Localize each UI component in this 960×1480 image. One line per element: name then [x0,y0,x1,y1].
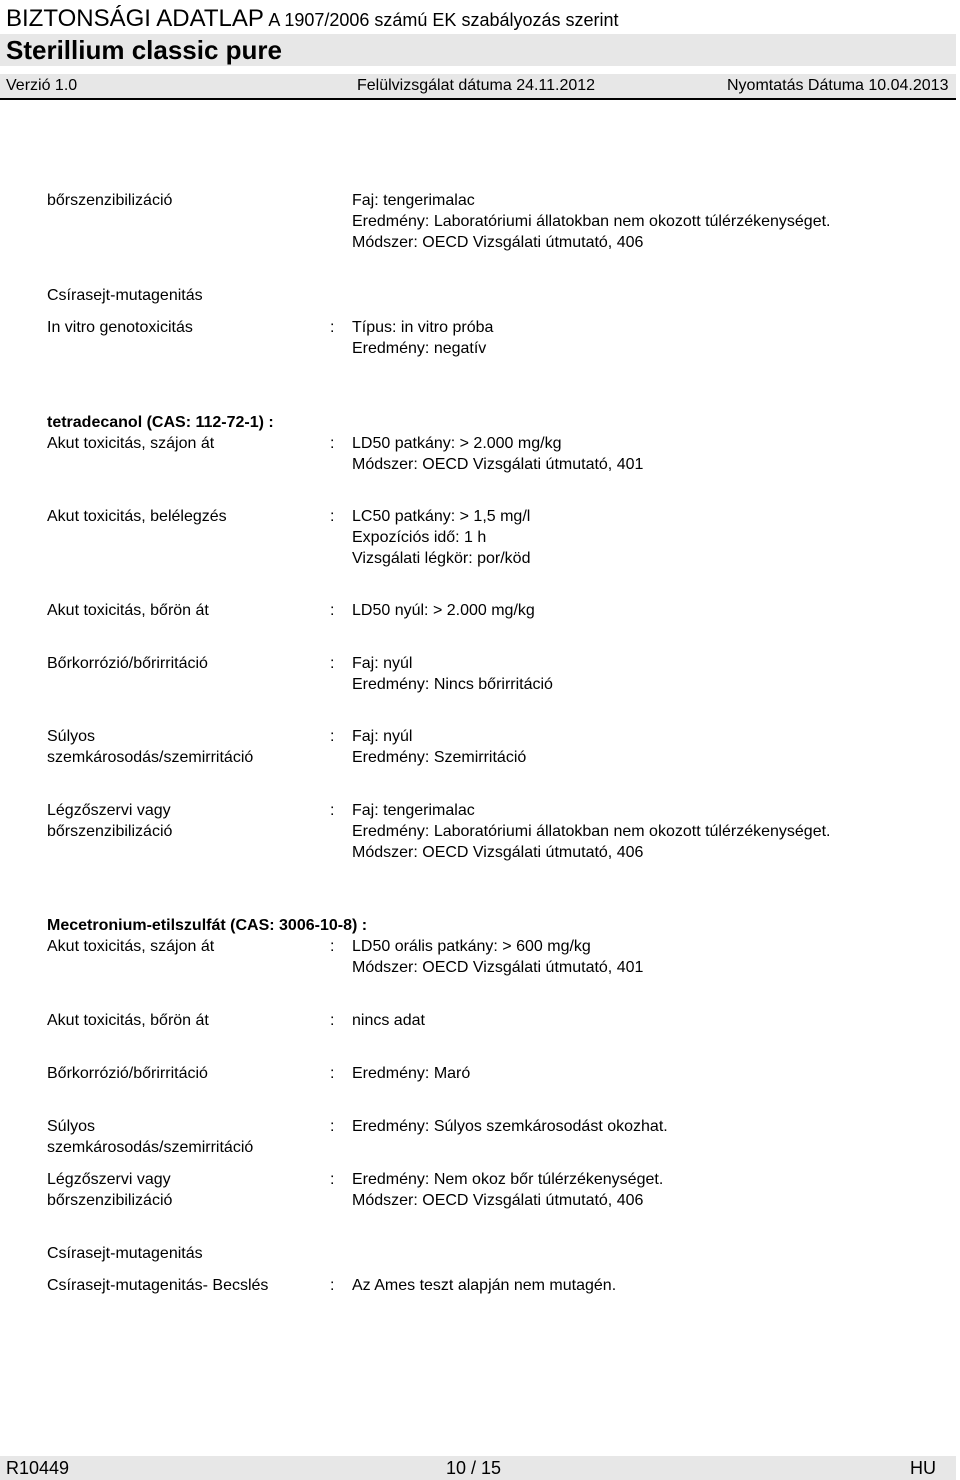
property-label: Akut toxicitás, szájon át [47,938,215,955]
property-value: Faj: nyúl Eredmény: Szemirritáció [352,728,527,766]
title-main: BIZTONSÁGI ADATLAP [6,5,264,32]
property-label: Bőrkorrózió/bőrirritáció [47,655,208,672]
separator: : [330,1277,335,1294]
property-label: Légzőszervi vagy bőrszenzibilizáció [47,802,173,840]
property-value: LD50 nyúl: > 2.000 mg/kg [352,602,535,619]
property-label: Akut toxicitás, bőrön át [47,602,209,619]
version: Verzió 1.0 [6,77,78,94]
separator: : [330,602,335,619]
language-code: HU [910,1458,936,1478]
property-value: Faj: nyúl Eredmény: Nincs bőrirritáció [352,655,553,693]
subsection-heading: Csírasejt-mutagenitás [47,287,203,304]
property-value: Típus: in vitro próba Eredmény: negatív [352,319,494,357]
print-date: Nyomtatás Dátuma 10.04.2013 [727,77,949,94]
separator: : [330,1012,335,1029]
property-label: Bőrkorrózió/bőrirritáció [47,1065,208,1082]
property-value: Eredmény: Nem okoz bőr túlérzékenységet. Módszer: OECD Vizsgálati útmutató, 406 [352,1171,664,1209]
property-value: LD50 patkány: > 2.000 mg/kg Módszer: OECD Vizsgálati útmutató, 401 [352,435,644,473]
separator: : [330,1065,335,1082]
revision-date: Felülvizsgálat dátuma 24.11.2012 [357,77,596,94]
property-value: Eredmény: Maró [352,1065,471,1082]
property-label: In vitro genotoxicitás [47,319,193,336]
separator: : [330,938,335,955]
property-label: Akut toxicitás, bőrön át [47,1012,209,1029]
separator: : [330,802,335,819]
property-label: Súlyos szemkárosodás/szemirritáció [47,728,254,766]
title-subtitle: A 1907/2006 számú EK szabályozás szerint [268,10,619,30]
separator: : [330,655,335,672]
separator: : [330,728,335,745]
substance-title: tetradecanol (CAS: 112-72-1) : [47,414,274,431]
page-number: 10 / 15 [446,1458,502,1478]
separator: : [330,319,335,336]
property-label: Akut toxicitás, belélegzés [47,508,227,525]
property-value: nincs adat [352,1012,425,1029]
separator: : [330,1118,335,1135]
property-value: LC50 patkány: > 1,5 mg/l Expozíciós idő: 1 h Vizsgálati légkör: por/köd [352,508,531,567]
separator: : [330,1171,335,1188]
separator: : [330,508,335,525]
property-value: Faj: tengerimalac Eredmény: Laboratóriumi állatokban nem okozott túlérzékenységet. Módszer: OECD Vizsgálati útmutató, 406 [352,802,831,861]
document-id: R10449 [6,1458,70,1478]
property-value: Az Ames teszt alapján nem mutagén. [352,1277,617,1294]
property-label: Akut toxicitás, szájon át [47,435,215,452]
property-label: Légzőszervi vagy bőrszenzibilizáció [47,1171,173,1209]
separator: : [330,435,335,452]
product-name: Sterillium classic pure [0,34,956,66]
property-label: Csírasejt-mutagenitás- Becslés [47,1277,269,1294]
page-footer [0,1456,956,1480]
property-value: LD50 orális patkány: > 600 mg/kg Módszer: OECD Vizsgálati útmutató, 401 [352,938,644,976]
property-value: Faj: tengerimalac Eredmény: Laboratóriumi állatokban nem okozott túlérzékenységet. Módszer: OECD Vizsgálati útmutató, 406 [352,192,831,251]
subsection-heading: Csírasejt-mutagenitás [47,1245,203,1262]
substance-title: Mecetronium-etilszulfát (CAS: 3006-10-8) : [47,917,368,934]
property-label: Súlyos szemkárosodás/szemirritáció [47,1118,254,1156]
property-value: Eredmény: Súlyos szemkárosodást okozhat. [352,1118,668,1135]
property-label: bőrszenzibilizáció [47,192,173,209]
